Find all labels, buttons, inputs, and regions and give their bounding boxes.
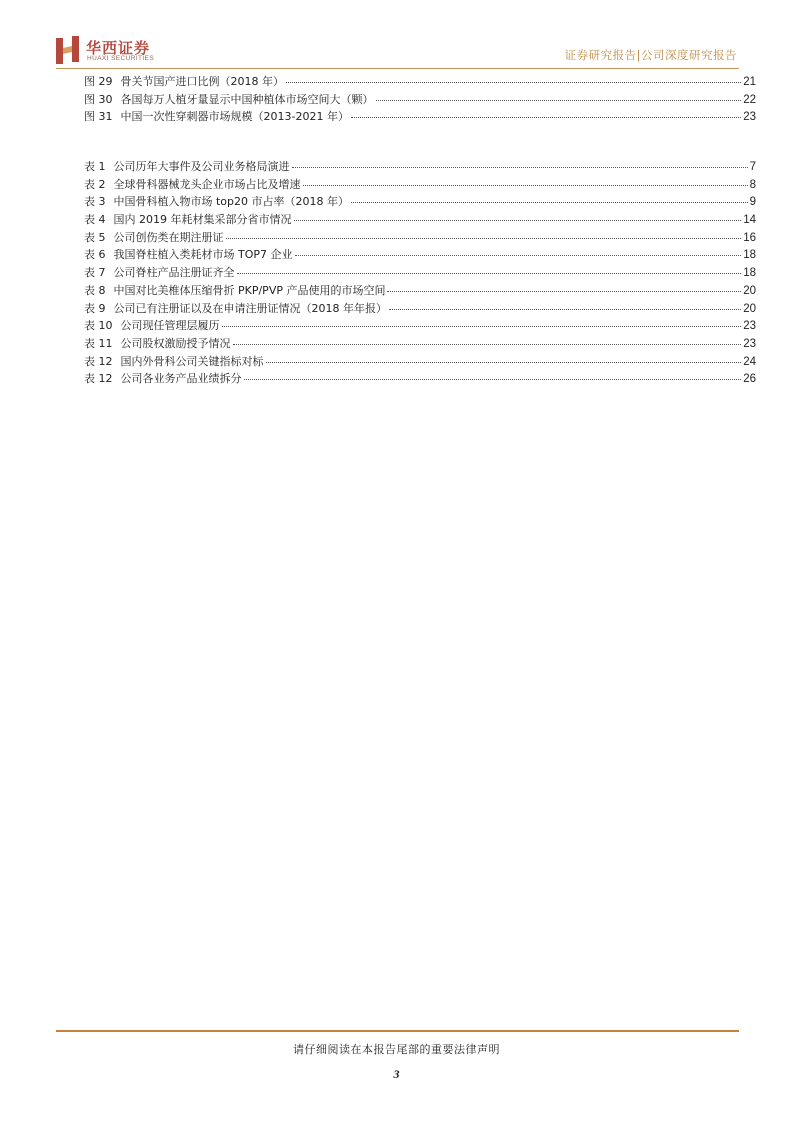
toc-entry-title: 公司已有注册证以及在申请注册证情况（2018 年年报） <box>113 301 387 315</box>
toc-entry-table-3[interactable] <box>84 193 756 211</box>
toc-entry-number: 表 7 <box>84 266 106 280</box>
toc-entry-title: 全球骨科器械龙头企业市场占比及增速 <box>113 177 301 191</box>
toc-entry-page: 23 <box>743 111 756 124</box>
toc-entry-table-9[interactable] <box>84 300 756 318</box>
toc-entry-title: 公司创伤类在期注册证 <box>113 230 224 244</box>
toc-entry-page: 20 <box>743 302 756 315</box>
brand-name-en: HUAXI SECURITIES <box>87 55 155 62</box>
toc-entry-page: 18 <box>743 267 756 280</box>
toc-entry-title: 中国对比美椎体压缩骨折 PKP/PVP 产品使用的市场空间 <box>113 283 386 297</box>
page-number: 3 <box>393 1067 400 1081</box>
toc-entry-number: 表 10 <box>84 319 113 333</box>
toc-entry-page: 21 <box>743 76 756 88</box>
toc-entry-page: 23 <box>743 337 756 350</box>
toc-leader-dots <box>233 344 742 345</box>
toc-entry-page: 26 <box>743 373 756 386</box>
huaxi-logo-icon <box>56 36 82 64</box>
report-type: 证券研究报告|公司深度研究报告 <box>564 48 737 62</box>
toc-entry-page: 7 <box>749 161 756 173</box>
toc-entry-number: 表 9 <box>84 301 106 315</box>
toc-leader-dots <box>244 379 742 380</box>
toc-leader-dots <box>387 291 741 292</box>
table-list <box>84 158 756 388</box>
toc-entry-figure-31[interactable] <box>84 108 756 126</box>
toc-entry-title: 各国每万人植牙量显示中国种植体市场空间大（颗） <box>120 92 374 106</box>
toc-entry-number: 表 8 <box>84 283 106 297</box>
toc-entry-number: 表 6 <box>84 248 106 262</box>
toc-entry-title: 我国脊柱植入类耗材市场 TOP7 企业 <box>113 248 293 262</box>
toc-entry-page: 20 <box>743 284 756 297</box>
toc-entry-table-8[interactable] <box>84 282 756 300</box>
figure-list <box>84 73 756 126</box>
toc-entry-title: 国内外骨科公司关键指标对标 <box>120 354 264 368</box>
toc-entry-table-10[interactable] <box>84 317 756 335</box>
toc-entry-table-7[interactable] <box>84 264 756 282</box>
toc-leader-dots <box>292 167 748 168</box>
toc-entry-page: 9 <box>749 196 756 209</box>
toc-entry-table-11[interactable] <box>84 335 756 353</box>
toc-entry-number: 表 5 <box>84 230 106 244</box>
toc-entry-number: 表 11 <box>84 336 113 350</box>
toc-entry-table-2[interactable] <box>84 176 756 194</box>
brand-name-cn: 华西证券 <box>86 39 151 57</box>
toc-leader-dots <box>222 326 742 327</box>
toc-leader-dots <box>226 238 742 239</box>
toc-entry-number: 表 3 <box>84 195 106 209</box>
toc-entry-number: 表 4 <box>84 213 106 227</box>
toc-leader-dots <box>266 362 742 363</box>
toc-entry-number: 图 30 <box>84 92 113 106</box>
toc-entry-title: 骨关节国产进口比例（2018 年） <box>120 75 284 88</box>
toc-entry-number: 表 1 <box>84 160 106 173</box>
toc-entry-page: 23 <box>743 320 756 333</box>
toc-entry-figure-30[interactable] <box>84 91 756 109</box>
toc-entry-number: 表 2 <box>84 177 106 191</box>
toc-entry-title: 公司脊柱产品注册证齐全 <box>113 266 235 280</box>
toc-entry-table-12b[interactable] <box>84 370 756 388</box>
toc-leader-dots <box>389 309 741 310</box>
toc-leader-dots <box>286 82 741 83</box>
toc-entry-title: 公司历年大事件及公司业务格局演进 <box>113 160 290 173</box>
toc-entry-title: 公司各业务产品业绩拆分 <box>120 372 242 386</box>
toc-leader-dots <box>295 255 742 256</box>
toc-leader-dots <box>351 117 741 118</box>
legal-notice: 请仔细阅读在本报告尾部的重要法律声明 <box>293 1043 500 1056</box>
header-divider <box>56 68 739 69</box>
toc-leader-dots <box>376 100 742 101</box>
toc-entry-table-4[interactable] <box>84 211 756 229</box>
toc-entry-page: 24 <box>743 355 756 368</box>
toc-leader-dots <box>303 185 748 186</box>
toc-entry-title: 公司现任管理层履历 <box>120 319 220 333</box>
toc-entry-title: 中国骨科植入物市场 top20 市占率（2018 年） <box>113 195 350 209</box>
toc-entry-number: 图 31 <box>84 110 113 124</box>
toc-entry-page: 16 <box>743 231 756 244</box>
toc-entry-figure-29[interactable] <box>84 73 756 91</box>
toc-entry-table-1[interactable] <box>84 158 756 176</box>
page-header <box>0 0 793 70</box>
toc-leader-dots <box>351 202 748 203</box>
toc-entry-page: 18 <box>743 249 756 262</box>
toc-entry-title: 公司股权激励授予情况 <box>120 336 231 350</box>
toc-entry-table-5[interactable] <box>84 229 756 247</box>
toc-entry-number: 图 29 <box>84 75 113 88</box>
toc-entry-table-12a[interactable] <box>84 353 756 371</box>
toc-leader-dots <box>237 273 742 274</box>
toc-entry-page: 8 <box>749 178 756 191</box>
toc-leader-dots <box>294 220 742 221</box>
toc-entry-page: 22 <box>743 93 756 106</box>
toc-entry-page: 14 <box>743 214 756 227</box>
toc-entry-title: 国内 2019 年耗材集采部分省市情况 <box>113 213 292 227</box>
toc-entry-table-6[interactable] <box>84 246 756 264</box>
toc-entry-number: 表 12 <box>84 354 113 368</box>
toc-entry-number: 表 12 <box>84 372 113 386</box>
toc-entry-title: 中国一次性穿刺器市场规模（2013-2021 年） <box>120 110 349 124</box>
footer-divider <box>56 1030 739 1032</box>
